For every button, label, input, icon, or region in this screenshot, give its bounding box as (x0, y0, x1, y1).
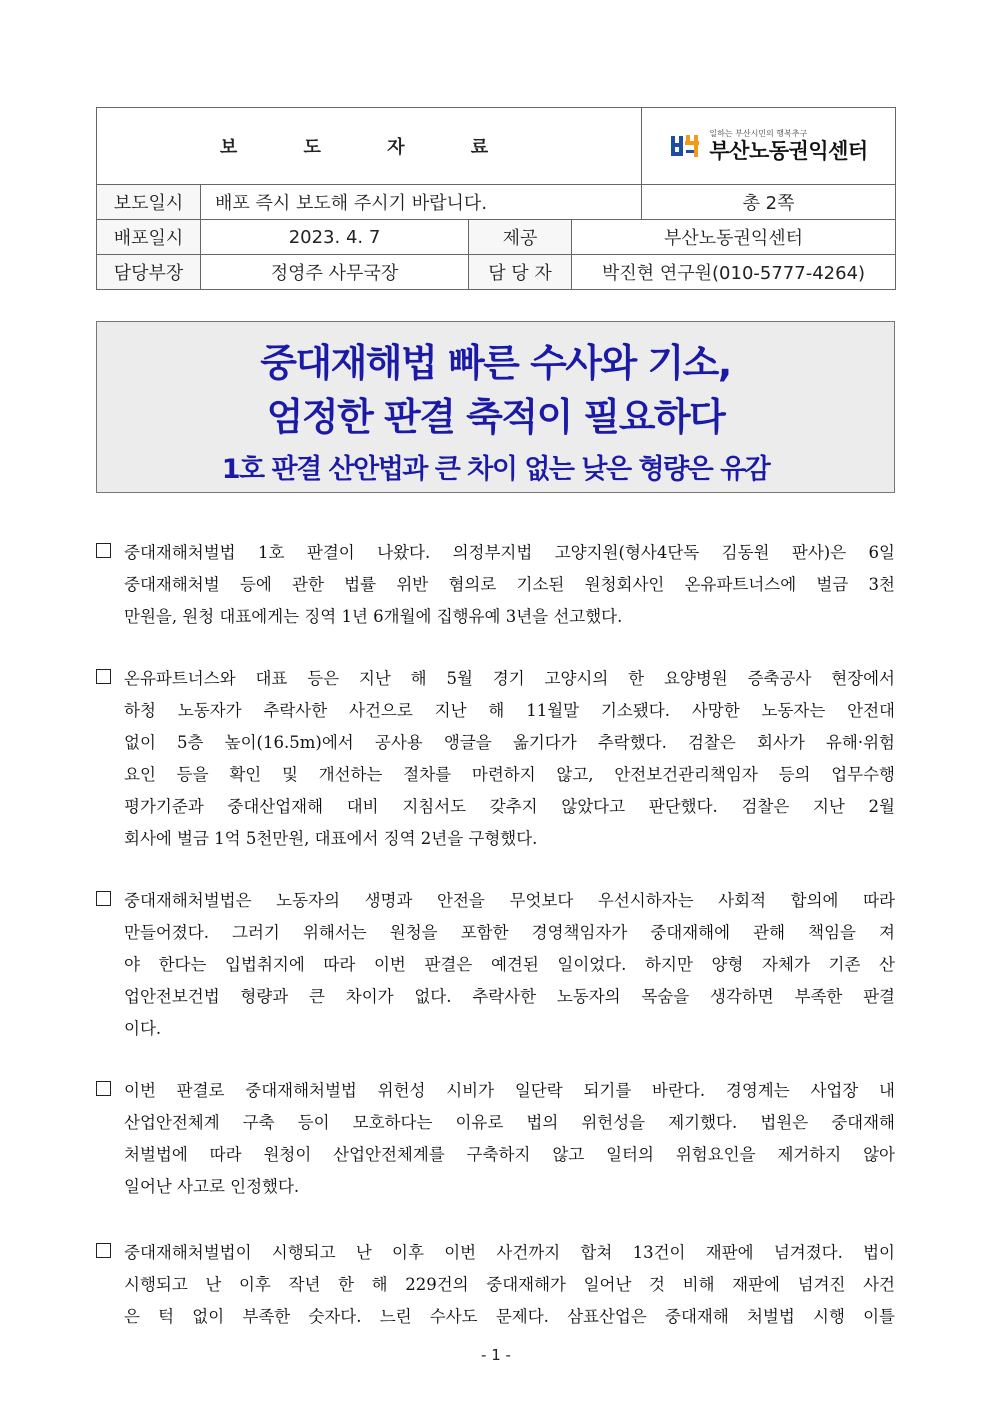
paragraph-line: 만원을, 원청 대표에게는 징역 1년 6개월에 집행유예 3년을 선고했다. (124, 607, 623, 626)
paragraph-line: 중대재해처벌법은 노동자의 생명과 안전을 무엇보다 우선시하자는 사회적 합의에 따라 (124, 891, 895, 910)
paragraph-line: 만들어졌다. 그러기 위해서는 원청을 포함한 경영책임자가 중대재해에 관해 책임을 져 (124, 923, 895, 942)
paragraph-line: 은 턱 없이 부족한 숫자다. 느린 수사도 문제다. 삼표산업은 중대재해 처벌법 시행 이틀 (124, 1307, 895, 1326)
paragraph-line: 평가기준과 중대산업재해 대비 지침서도 갖추지 않았다고 판단했다. 검찰은 지난 2월 (124, 797, 895, 816)
header-table (96, 107, 896, 290)
manager-label: 담당부장 (97, 255, 201, 290)
headline-subtitle: 1호 판결 산안법과 큰 차이 없는 낮은 형량은 유감 (221, 454, 770, 485)
paragraph-line: 온유파트너스와 대표 등은 지난 해 5월 경기 고양시의 한 요양병원 증축공사 현장에서 (124, 669, 895, 688)
contact-value: 박진현 연구원(010-5777-4264) (572, 255, 896, 290)
logo-cell (642, 108, 896, 185)
checkbox-bullet-icon (96, 1081, 111, 1096)
document-title: 보 도 자 료 (97, 108, 642, 185)
page-number: - 1 - (481, 1346, 511, 1364)
checkbox-bullet-icon (96, 1243, 111, 1258)
paragraph-line: 이번 판결로 중대재해처벌법 위헌성 시비가 일단락 되기를 바란다. 경영계는 사업장 내 (124, 1081, 895, 1100)
paragraph-line: 야 한다는 입법취지에 따라 이번 판결은 예견된 일이었다. 하지만 양형 자체가 기존 산 (124, 955, 895, 974)
headline-line-2: 엄정한 판결 축적이 필요하다 (266, 395, 725, 439)
distribute-date-value: 2023. 4. 7 (201, 220, 469, 255)
paragraph (96, 1075, 895, 1203)
paragraph-line: 산업안전체계 구축 등이 모호하다는 이유로 법의 위헌성을 제기했다. 법원은 중대재해 (124, 1113, 895, 1132)
provider-label: 제공 (469, 220, 572, 255)
paragraph-line: 업안전보건법 형량과 큰 차이가 없다. 추락사한 노동자의 목숨을 생각하면 부족한 판결 (124, 987, 895, 1006)
paragraph (96, 537, 895, 633)
busan-labor-logo-icon (669, 133, 703, 159)
paragraph-line: 없이 5층 높이(16.5m)에서 공사용 앵글을 옮기다가 추락했다. 검찰은 회사가 유해·위험 (124, 733, 895, 752)
paragraph-line: 요인 등을 확인 및 개선하는 절차를 마련하지 않고, 안전보건관리책임자 등의 업무수행 (124, 765, 895, 784)
checkbox-bullet-icon (96, 543, 111, 558)
paragraph-line: 처벌법에 따라 원청이 산업안전체계를 구축하지 않고 일터의 위험요인을 제거하지 않아 (124, 1145, 895, 1164)
contact-label: 담 당 자 (469, 255, 572, 290)
headline-box (96, 321, 895, 493)
paragraph-line: 회사에 벌금 1억 5천만원, 대표에서 징역 2년을 구형했다. (124, 829, 538, 848)
paragraph (96, 663, 895, 855)
release-date-value: 배포 즉시 보도해 주시기 바랍니다. (201, 185, 642, 220)
total-pages: 총 2쪽 (642, 185, 896, 220)
organization-logo (642, 130, 895, 162)
logo-name: 부산노동권익센터 (709, 139, 868, 163)
provider-value: 부산노동권익센터 (572, 220, 896, 255)
logo-tagline: 일하는 부산시민의 행복추구 (709, 129, 808, 138)
checkbox-bullet-icon (96, 669, 111, 684)
manager-value: 정영주 사무국장 (201, 255, 469, 290)
paragraph-line: 중대재해처벌법 1호 판결이 나왔다. 의정부지법 고양지원(형사4단독 김동원 판사)은 6일 (124, 543, 895, 562)
headline-line-1: 중대재해법 빠른 수사와 기소, (260, 341, 731, 385)
paragraph-line: 일어난 사고로 인정했다. (124, 1177, 300, 1196)
distribute-date-label: 배포일시 (97, 220, 201, 255)
paragraph (96, 885, 895, 1045)
paragraph-line: 시행되고 난 이후 작년 한 해 229건의 중대재해가 일어난 것 비해 재판에 넘겨진 사건 (124, 1275, 895, 1294)
paragraph-line: 중대재해처벌법이 시행되고 난 이후 이번 사건까지 합쳐 13건이 재판에 넘겨졌다. 법이 (124, 1243, 895, 1262)
paragraph-line: 중대재해처벌 등에 관한 법률 위반 혐의로 기소된 원청회사인 온유파트너스에 벌금 3천 (124, 575, 895, 594)
paragraph-line: 이다. (124, 1019, 162, 1038)
paragraph (96, 1237, 895, 1333)
checkbox-bullet-icon (96, 891, 111, 906)
release-date-label: 보도일시 (97, 185, 201, 220)
paragraph-line: 하청 노동자가 추락사한 사건으로 지난 해 11월말 기소됐다. 사망한 노동자는 안전대 (124, 701, 895, 720)
